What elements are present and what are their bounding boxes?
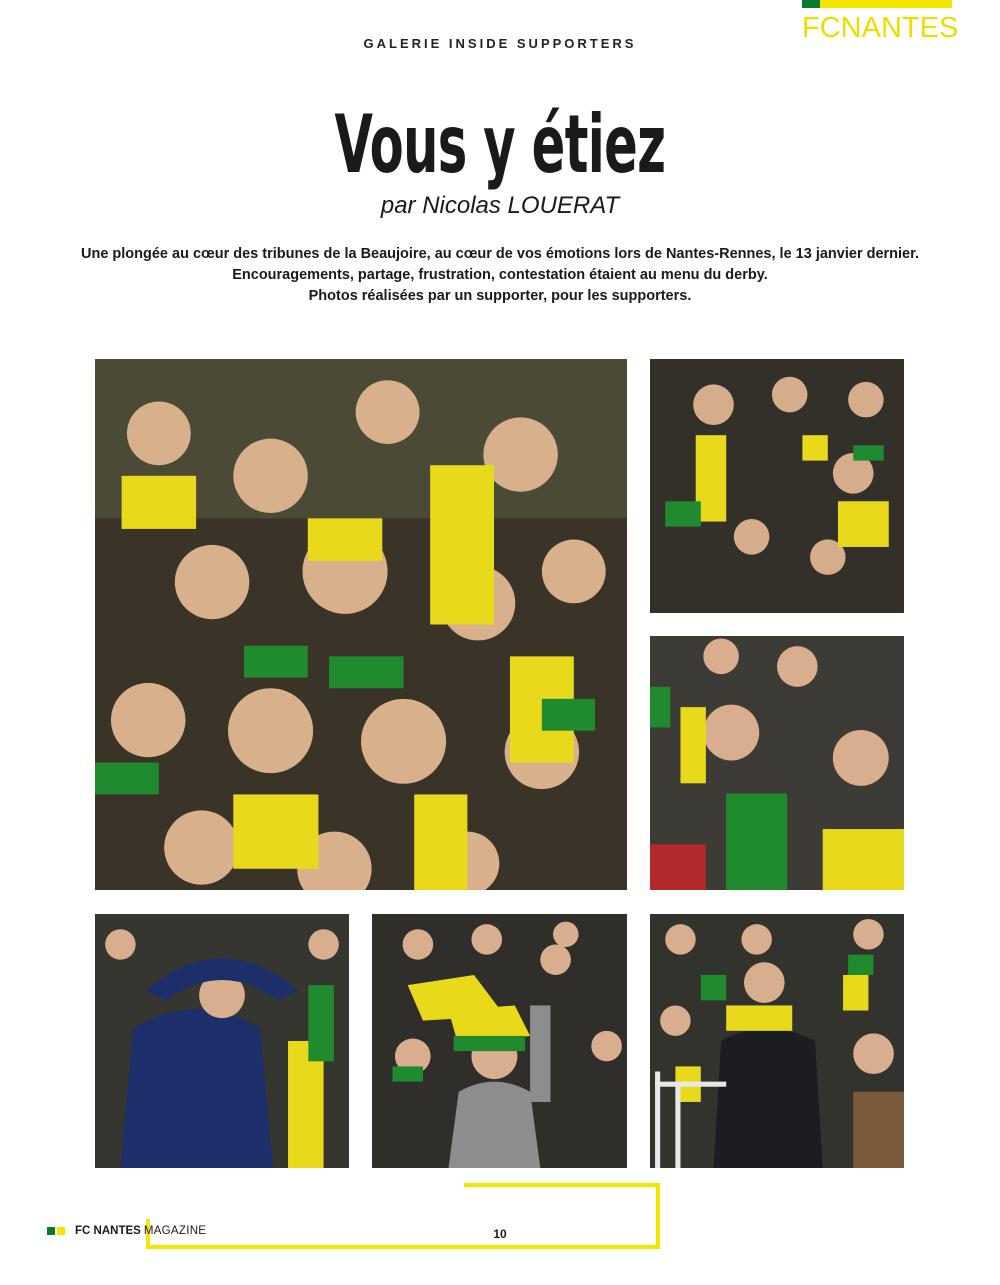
green-square-icon — [47, 1227, 55, 1235]
section-label: GALERIE INSIDE SUPPORTERS — [363, 36, 637, 51]
crowd-scarves-photo — [650, 359, 904, 613]
page-number: 10 — [493, 1227, 507, 1241]
brand-color-bar — [802, 0, 952, 8]
footer-magazine: MAGAZINE — [143, 1225, 207, 1237]
article-intro — [60, 244, 940, 307]
article-byline: par Nicolas LOUERAT — [380, 192, 620, 219]
crowd-main-photo — [95, 359, 627, 890]
intro-line: Photos réalisées par un supporter, pour les supporters. — [308, 288, 692, 304]
yellow-square-icon — [57, 1227, 65, 1235]
intro-line: Encouragements, partage, frustration, contestation étaient au menu du derby. — [232, 267, 768, 283]
fans-protest-photo — [372, 914, 627, 1168]
fan-hands-head-photo — [95, 914, 349, 1168]
article-title: Vous y étiez — [334, 98, 666, 191]
decorative-frame-bottom — [148, 1245, 464, 1249]
intro-line: Une plongée au cœur des tribunes de la Beaujoire, au cœur de vos émotions lors de Nantes-Rennes, le 13 janvier dernier. — [80, 246, 919, 262]
fan-shouting-photo — [650, 914, 904, 1168]
fans-worried-photo — [650, 636, 904, 890]
footer-brand-name: FC NANTES — [75, 1225, 141, 1237]
footer-brand — [47, 1225, 206, 1237]
brand-name: FCNANTES — [802, 12, 959, 44]
